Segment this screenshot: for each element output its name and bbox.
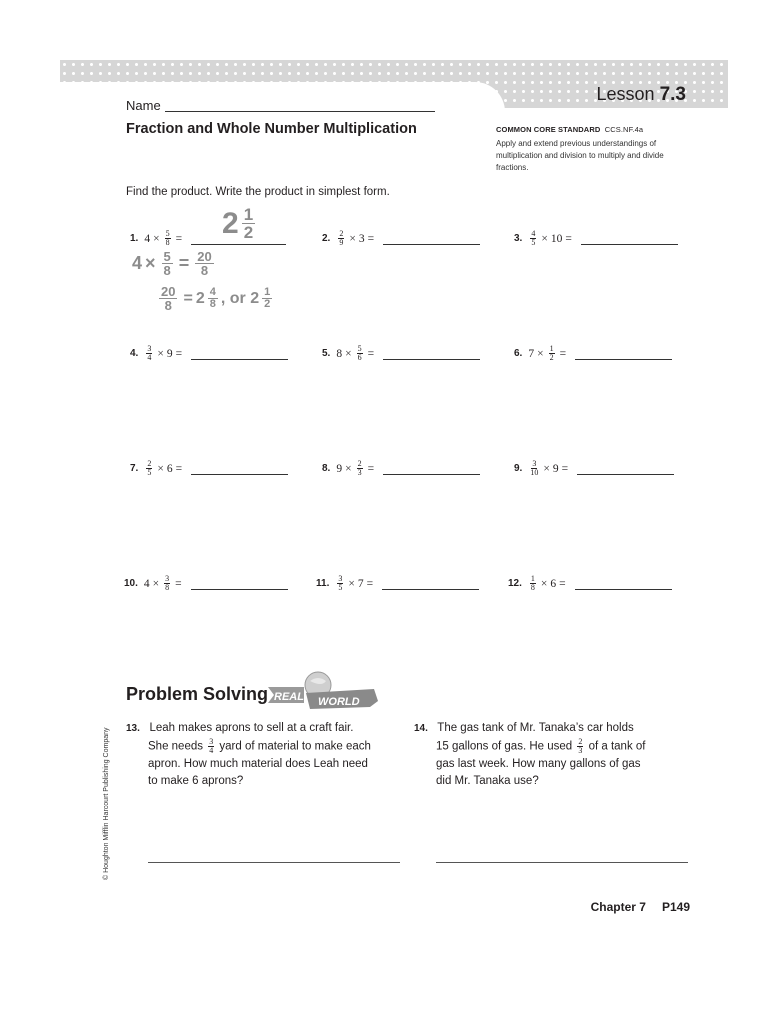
fraction: $\frac{4}{5}$ [531, 229, 536, 247]
problem-3: 3. $\frac{4}{5}$ × 10 = [514, 230, 678, 247]
work-line-2: $\frac{20}{8}$ = 2 4 8 , or 2 1 2 [161, 284, 271, 313]
fraction: $\frac{5}{8}$ [165, 229, 170, 247]
problem-6: 6. 7 × $\frac{1}{2}$ = [514, 345, 672, 362]
fraction: $\frac{1}{2}$ [549, 344, 554, 362]
fraction: $\frac{2}{3}$ [357, 459, 362, 477]
chapter-label: Chapter 7 [590, 900, 646, 914]
problem-solving-title: Problem Solving [126, 684, 269, 704]
problem-12: 12. $\frac{1}{8}$ × 6 = [508, 575, 672, 592]
answer-line-14[interactable] [436, 862, 688, 863]
problem-number: 11. [316, 578, 330, 589]
problem-number: 7. [130, 463, 139, 474]
answer-blank[interactable] [575, 347, 672, 360]
name-line[interactable] [165, 111, 435, 112]
problem-number: 5. [322, 348, 331, 359]
fraction: $\frac{2}{9}$ [339, 229, 344, 247]
fraction: $\frac{3}{8}$ [165, 574, 170, 592]
answer-blank[interactable] [383, 232, 480, 245]
word-problem-14: 14. The gas tank of Mr. Tanaka’s car holds 15 gallons of gas. He used $\frac{2}{3}$ of a tank of gas last week. How many gallons of gas did Mr. Tanaka use? [414, 722, 646, 788]
worksheet-title: Fraction and Whole Number Multiplication [126, 121, 417, 137]
answer-blank[interactable] [383, 347, 480, 360]
fraction: $\frac{3}{10}$ [530, 459, 539, 477]
problem-number: 6. [514, 348, 523, 359]
fraction: $\frac{3}{5}$ [338, 574, 343, 592]
answer-blank[interactable] [191, 577, 288, 590]
lesson-label: Lesson 7.3 [596, 84, 686, 105]
answer-blank[interactable] [191, 347, 288, 360]
word-problem-13: 13. Leah makes aprons to sell at a craft fair. She needs $\frac{3}{4}$ yard of material to make each apron. How much material does Leah need to make 6 aprons? [126, 722, 371, 788]
problem-5: 5. 8 × $\frac{5}{6}$ = [322, 345, 480, 362]
problem-number: 4. [130, 348, 139, 359]
problem-1: 1. 4 × $\frac{5}{8}$ = [130, 230, 286, 247]
fraction: $\frac{1}{8}$ [530, 574, 535, 592]
problem-number: 2. [322, 233, 331, 244]
copyright-notice: © Houghton Mifflin Harcourt Publishing Company [103, 727, 110, 880]
badge-real-text: REAL [274, 691, 304, 703]
page-footer [591, 900, 690, 914]
answer-line-13[interactable] [148, 862, 400, 863]
fraction: $\frac{2}{5}$ [147, 459, 152, 477]
answer-1: 2 1 2 [222, 205, 254, 242]
problem-4: 4. $\frac{3}{4}$ × 9 = [130, 345, 288, 362]
problem-number: 10. [124, 578, 138, 589]
badge-world-text: WORLD [318, 696, 360, 708]
standard-heading: COMMON CORE STANDARD CCS.NF.4a [496, 125, 644, 134]
answer-blank[interactable] [577, 462, 674, 475]
fraction: $\frac{3}{4}$ [147, 344, 152, 362]
answer-blank[interactable] [191, 462, 288, 475]
problem-number: 9. [514, 463, 523, 474]
answer-blank[interactable] [382, 577, 479, 590]
problem-8: 8. 9 × $\frac{2}{3}$ = [322, 460, 480, 477]
problem-10: 10. 4 × $\frac{3}{8}$ = [124, 575, 288, 592]
problem-11: 11. $\frac{3}{5}$ × 7 = [316, 575, 479, 592]
problem-number: 3. [514, 233, 523, 244]
problem-2: 2. $\frac{2}{9}$ × 3 = [322, 230, 480, 247]
problem-number: 1. [130, 233, 139, 244]
fraction: $\frac{5}{6}$ [357, 344, 362, 362]
directions: Find the product. Write the product in simplest form. [126, 186, 390, 198]
work-line-1: 4 × $\frac{5}{8}$ = $\frac{20}{8}$ [132, 249, 212, 278]
answer-blank[interactable] [575, 577, 672, 590]
problem-7: 7. $\frac{2}{5}$ × 6 = [130, 460, 288, 477]
answer-blank[interactable] [581, 232, 678, 245]
answer-blank[interactable] [383, 462, 480, 475]
name-label: Name [126, 98, 161, 113]
standard-description: Apply and extend previous understandings of multiplication and division to multiply and divide fractions. [496, 139, 664, 172]
problem-9: 9. $\frac{3}{10}$ × 9 = [514, 460, 674, 477]
problem-number: 12. [508, 578, 522, 589]
problem-number: 8. [322, 463, 331, 474]
page-number: P149 [661, 900, 690, 914]
real-world-badge [266, 667, 378, 713]
